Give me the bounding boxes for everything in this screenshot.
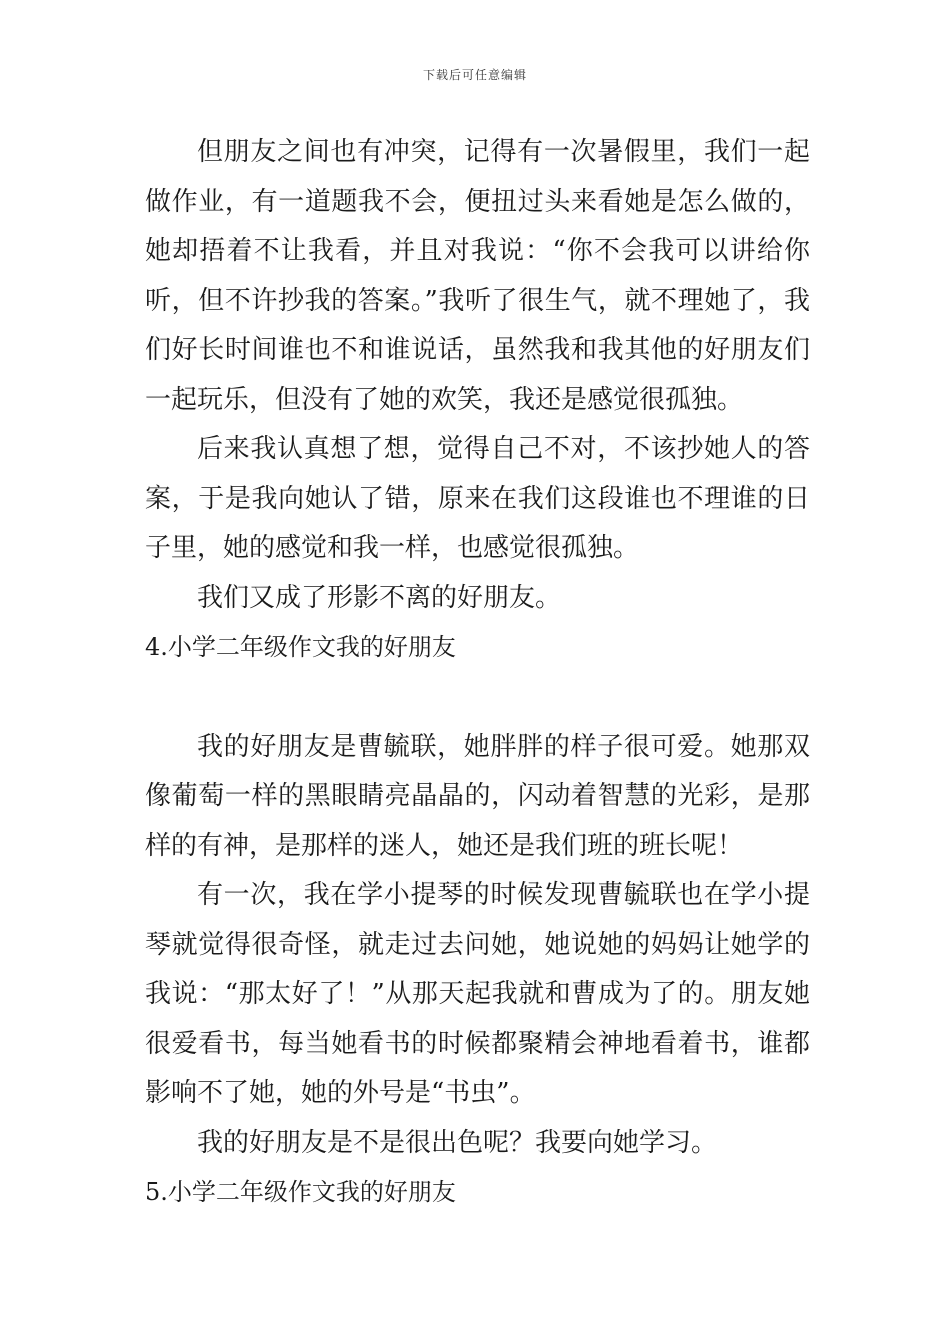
section-heading: 4.小学二年级作文我的好朋友 [145, 633, 456, 661]
header-note: 下载后可任意编辑 [422, 68, 527, 82]
paragraph: 有一次，我在学小提琴的时候发现曹毓联也在学小提琴就觉得很奇怪，就走过去问她，她说她的妈妈让她学的我说：“那太好了！”从那天起我就和曹成为了的。朋友她很爱看书，每当她看书的时候都聚精会神地看着书，谁都影响不了她，她的外号是“书虫”。 [145, 880, 810, 1108]
paragraph: 但朋友之间也有冲突，记得有一次暑假里，我们一起做作业，有一道题我不会，便扭过头来看她是怎么做的，她却捂着不让我看，并且对我说：“你不会我可以讲给你听，但不许抄我的答案。”我听了很生气，就不理她了，我们好长时间谁也不和谁说话，虽然我和我其他的好朋友们一起玩乐，但没有了她的欢笑，我还是感觉很孤独。 [145, 137, 810, 415]
paragraph: 我的好朋友是不是很出色呢？我要向她学习。 [197, 1127, 718, 1158]
paragraph: 我的好朋友是曹毓联，她胖胖的样子很可爱。她那双像葡萄一样的黑眼睛亮晶晶的，闪动着智慧的光彩，是那样的有神，是那样的迷人，她还是我们班的班长呢！ [145, 731, 810, 861]
document-body [145, 128, 810, 1218]
blank-line [145, 673, 810, 723]
paragraph: 后来我认真想了想，觉得自己不对，不该抄她人的答案，于是我向她认了错，原来在我们这段谁也不理谁的日子里，她的感觉和我一样，也感觉很孤独。 [145, 434, 810, 563]
section-heading: 5.小学二年级作文我的好朋友 [145, 1178, 456, 1206]
paragraph: 我们又成了形影不离的好朋友。 [197, 582, 562, 613]
